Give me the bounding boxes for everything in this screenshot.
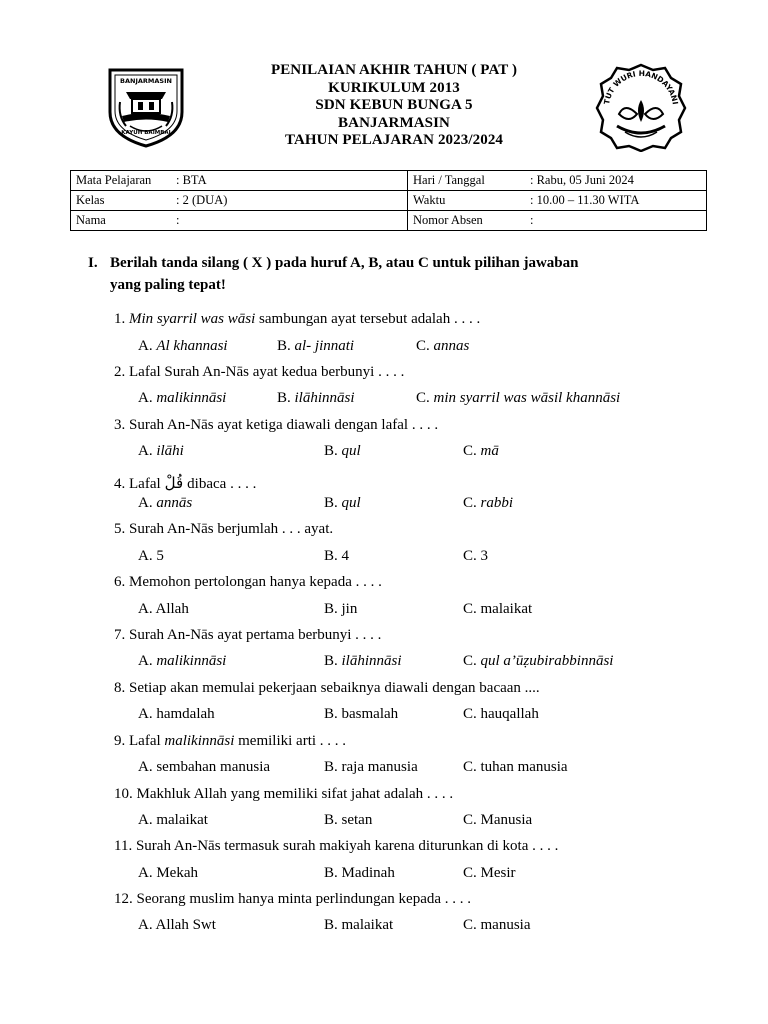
option-b[interactable]: B. Madinah bbox=[324, 865, 395, 881]
question-1: 1. Min syarril was wāsi sambungan ayat tersebut adalah . . . . bbox=[114, 311, 481, 327]
table-row bbox=[71, 211, 707, 231]
title-line-5: TAHUN PELAJARAN 2023/2024 bbox=[284, 132, 504, 148]
banjarmasin-emblem-icon bbox=[104, 66, 188, 148]
instruction-line-2: yang paling tepat! bbox=[110, 277, 226, 293]
option-a[interactable]: A. Allah Swt bbox=[138, 917, 216, 933]
option-c[interactable]: C. qul a’ūẓubirabbinnāsi bbox=[463, 653, 614, 669]
question-5: 5. Surah An-Nās berjumlah . . . ayat. bbox=[114, 521, 334, 537]
option-c[interactable]: C. annas bbox=[416, 338, 470, 354]
option-c[interactable]: C. 3 bbox=[463, 548, 489, 564]
mapel-value: : BTA bbox=[176, 173, 207, 187]
instruction-line-1: Berilah tanda silang ( X ) pada huruf A, B, atau C untuk pilihan jawaban bbox=[110, 255, 579, 271]
svg-text:TUT WURI HANDAYANI: TUT WURI HANDAYANI bbox=[602, 68, 680, 106]
option-b[interactable]: B. malaikat bbox=[324, 917, 394, 933]
question-3: 3. Surah An-Nās ayat ketiga diawali dengan lafal . . . . bbox=[114, 417, 439, 433]
title-line-2: KURIKULUM 2013 bbox=[328, 79, 460, 96]
option-c[interactable]: C. tuhan manusia bbox=[463, 759, 568, 775]
question-9: 9. Lafal malikinnāsi memiliki arti . . . . bbox=[114, 733, 347, 749]
option-b[interactable]: B. al- jinnati bbox=[277, 338, 355, 354]
option-c[interactable]: C. Mesir bbox=[463, 865, 516, 881]
waktu-value: : 10.00 – 11.30 WITA bbox=[530, 193, 640, 207]
kelas-value: : 2 (DUA) bbox=[176, 193, 228, 207]
nama-value: : bbox=[176, 213, 180, 227]
mapel-cell bbox=[71, 171, 408, 191]
exam-title bbox=[200, 62, 588, 150]
option-a[interactable]: A. Al khannasi bbox=[138, 338, 228, 354]
option-c[interactable]: C. min syarril was wāsil khannāsi bbox=[416, 390, 621, 406]
hari-value: : Rabu, 05 Juni 2024 bbox=[530, 173, 634, 187]
title-line-4: BANJARMASIN bbox=[338, 114, 450, 131]
svg-text:BANJARMASIN: BANJARMASIN bbox=[120, 77, 172, 85]
option-b[interactable]: B. basmalah bbox=[324, 706, 399, 722]
svg-text:KAYUH BAIMBAI: KAYUH BAIMBAI bbox=[121, 130, 171, 136]
option-b[interactable]: B. ilāhinnāsi bbox=[324, 653, 402, 669]
question-7: 7. Surah An-Nās ayat pertama berbunyi . . . . bbox=[114, 627, 382, 643]
option-b[interactable]: B. qul bbox=[324, 495, 361, 511]
question-11: 11. Surah An-Nās termasuk surah makiyah karena diturunkan di kota . . . . bbox=[114, 838, 559, 854]
title-line-1: PENILAIAN AKHIR TAHUN ( PAT ) bbox=[270, 62, 518, 78]
nama-cell[interactable] bbox=[71, 211, 408, 231]
option-b[interactable]: B. ilāhinnāsi bbox=[277, 390, 355, 406]
question-2: 2. Lafal Surah An-Nās ayat kedua berbunyi . . . . bbox=[114, 364, 405, 380]
nama-label: Nama bbox=[76, 213, 106, 227]
option-c[interactable]: C. malaikat bbox=[463, 601, 533, 617]
title-line-3: SDN KEBUN BUNGA 5 bbox=[315, 97, 473, 113]
option-a[interactable]: A. Mekah bbox=[138, 865, 198, 881]
option-c[interactable]: C. Manusia bbox=[463, 812, 533, 828]
arabic-text: قُلْ bbox=[164, 474, 184, 492]
option-a[interactable]: A. sembahan manusia bbox=[138, 759, 271, 775]
option-b[interactable]: B. 4 bbox=[324, 548, 350, 564]
option-a[interactable]: A. malaikat bbox=[138, 812, 208, 828]
option-a[interactable]: A. annās bbox=[138, 495, 193, 511]
option-c[interactable]: C. hauqallah bbox=[463, 706, 539, 722]
waktu-cell bbox=[408, 191, 707, 211]
option-c[interactable]: C. manusia bbox=[463, 917, 531, 933]
option-c[interactable]: C. mā bbox=[463, 443, 499, 459]
option-a[interactable]: A. malikinnāsi bbox=[138, 653, 227, 669]
option-b[interactable]: B. qul bbox=[324, 443, 361, 459]
tut-wuri-handayani-emblem-icon bbox=[595, 62, 687, 152]
option-a[interactable]: A. hamdalah bbox=[138, 706, 215, 722]
kelas-cell bbox=[71, 191, 408, 211]
kelas-label: Kelas bbox=[76, 193, 105, 207]
option-c[interactable]: C. rabbi bbox=[463, 495, 514, 511]
option-a[interactable]: A. Allah bbox=[138, 601, 189, 617]
question-8: 8. Setiap akan memulai pekerjaan sebaiknya diawali dengan bacaan .... bbox=[114, 680, 540, 696]
section-number: I. bbox=[88, 255, 98, 271]
question-1-latin: Min syarril was wāsi bbox=[129, 311, 256, 327]
mapel-label: Mata Pelajaran bbox=[76, 173, 152, 187]
option-a[interactable]: A. malikinnāsi bbox=[138, 390, 227, 406]
question-6: 6. Memohon pertolongan hanya kepada . . . . bbox=[114, 574, 382, 590]
question-4: 4. Lafal قُلْ dibaca . . . . bbox=[114, 474, 257, 492]
option-b[interactable]: B. setan bbox=[324, 812, 373, 828]
waktu-label: Waktu bbox=[413, 193, 446, 207]
option-a[interactable]: A. ilāhi bbox=[138, 443, 184, 459]
absen-value: : bbox=[530, 213, 534, 227]
option-b[interactable]: B. raja manusia bbox=[324, 759, 418, 775]
hari-cell bbox=[408, 171, 707, 191]
option-a[interactable]: A. 5 bbox=[138, 548, 164, 564]
student-info-table bbox=[70, 170, 707, 231]
table-row bbox=[71, 191, 707, 211]
option-b[interactable]: B. jin bbox=[324, 601, 358, 617]
hari-label: Hari / Tanggal bbox=[413, 173, 485, 187]
question-10: 10. Makhluk Allah yang memiliki sifat jahat adalah . . . . bbox=[114, 786, 454, 802]
absen-cell[interactable] bbox=[408, 211, 707, 231]
absen-label: Nomor Absen bbox=[413, 213, 483, 227]
question-12: 12. Seorang muslim hanya minta perlindungan kepada . . . . bbox=[114, 891, 472, 907]
table-row bbox=[71, 171, 707, 191]
